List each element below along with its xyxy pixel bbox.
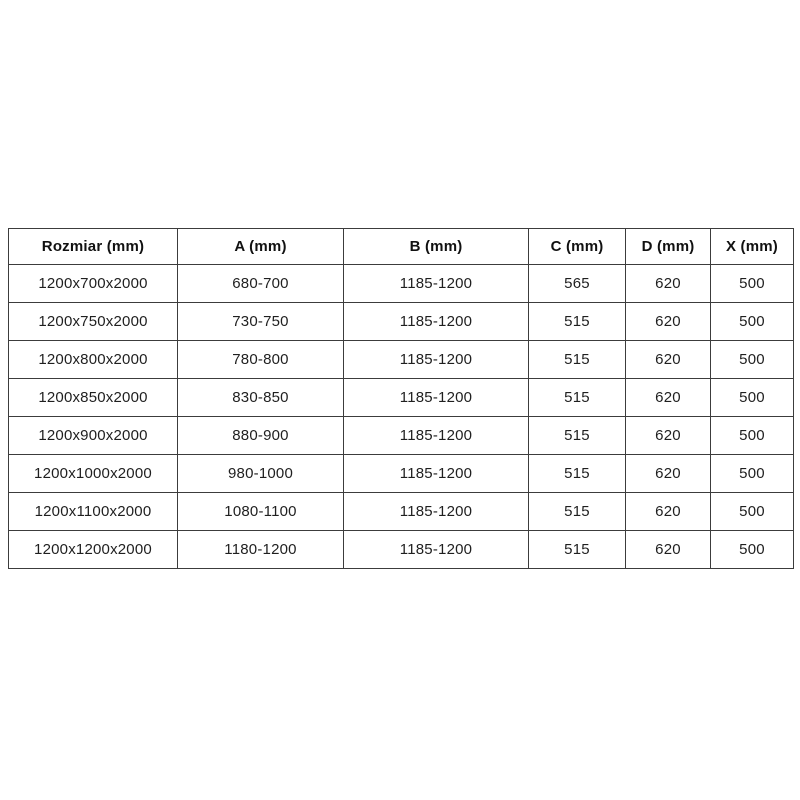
table-cell: 515 [529, 455, 626, 493]
table-cell: 1185-1200 [344, 417, 529, 455]
table-cell: 515 [529, 379, 626, 417]
table-cell: 730-750 [178, 303, 344, 341]
table-cell: 515 [529, 531, 626, 569]
table-cell: 500 [711, 303, 794, 341]
table-cell: 1185-1200 [344, 303, 529, 341]
table-row [9, 341, 794, 379]
table-cell: 515 [529, 303, 626, 341]
table-row [9, 417, 794, 455]
table-cell: 1200x1200x2000 [9, 531, 178, 569]
table-cell: 620 [626, 455, 711, 493]
table-cell: 515 [529, 493, 626, 531]
table-cell: 620 [626, 341, 711, 379]
column-header-rozmiar: Rozmiar (mm) [9, 229, 178, 265]
table-cell: 500 [711, 417, 794, 455]
table-cell: 1200x800x2000 [9, 341, 178, 379]
table-cell: 620 [626, 379, 711, 417]
table-cell: 1180-1200 [178, 531, 344, 569]
table-cell: 500 [711, 493, 794, 531]
table-cell: 1200x1100x2000 [9, 493, 178, 531]
header-row [9, 229, 794, 265]
table-cell: 1200x750x2000 [9, 303, 178, 341]
size-spec-table [8, 228, 794, 569]
table-cell: 500 [711, 531, 794, 569]
table-cell: 565 [529, 265, 626, 303]
table-cell: 515 [529, 341, 626, 379]
table-row [9, 265, 794, 303]
table-cell: 1200x850x2000 [9, 379, 178, 417]
table-row [9, 531, 794, 569]
table-cell: 500 [711, 455, 794, 493]
table-cell: 780-800 [178, 341, 344, 379]
column-header-b: B (mm) [344, 229, 529, 265]
table-cell: 620 [626, 493, 711, 531]
column-header-a: A (mm) [178, 229, 344, 265]
table-cell: 1185-1200 [344, 493, 529, 531]
table-body [9, 265, 794, 569]
table-row [9, 455, 794, 493]
table-cell: 500 [711, 379, 794, 417]
column-header-c: C (mm) [529, 229, 626, 265]
table-cell: 1080-1100 [178, 493, 344, 531]
table-cell: 1200x700x2000 [9, 265, 178, 303]
table-cell: 880-900 [178, 417, 344, 455]
column-header-d: D (mm) [626, 229, 711, 265]
table-cell: 1185-1200 [344, 531, 529, 569]
table-row [9, 303, 794, 341]
table-cell: 500 [711, 341, 794, 379]
table-cell: 515 [529, 417, 626, 455]
table-cell: 1200x900x2000 [9, 417, 178, 455]
table-cell: 620 [626, 417, 711, 455]
table-cell: 1185-1200 [344, 265, 529, 303]
table-cell: 620 [626, 531, 711, 569]
table-cell: 830-850 [178, 379, 344, 417]
table-cell: 680-700 [178, 265, 344, 303]
table-cell: 500 [711, 265, 794, 303]
table-cell: 1185-1200 [344, 455, 529, 493]
table-cell: 1185-1200 [344, 379, 529, 417]
table-cell: 1200x1000x2000 [9, 455, 178, 493]
table-cell: 980-1000 [178, 455, 344, 493]
table-cell: 620 [626, 265, 711, 303]
table-row [9, 493, 794, 531]
table-cell: 1185-1200 [344, 341, 529, 379]
column-header-x: X (mm) [711, 229, 794, 265]
table-row [9, 379, 794, 417]
table-cell: 620 [626, 303, 711, 341]
size-spec-table-container [8, 228, 793, 569]
